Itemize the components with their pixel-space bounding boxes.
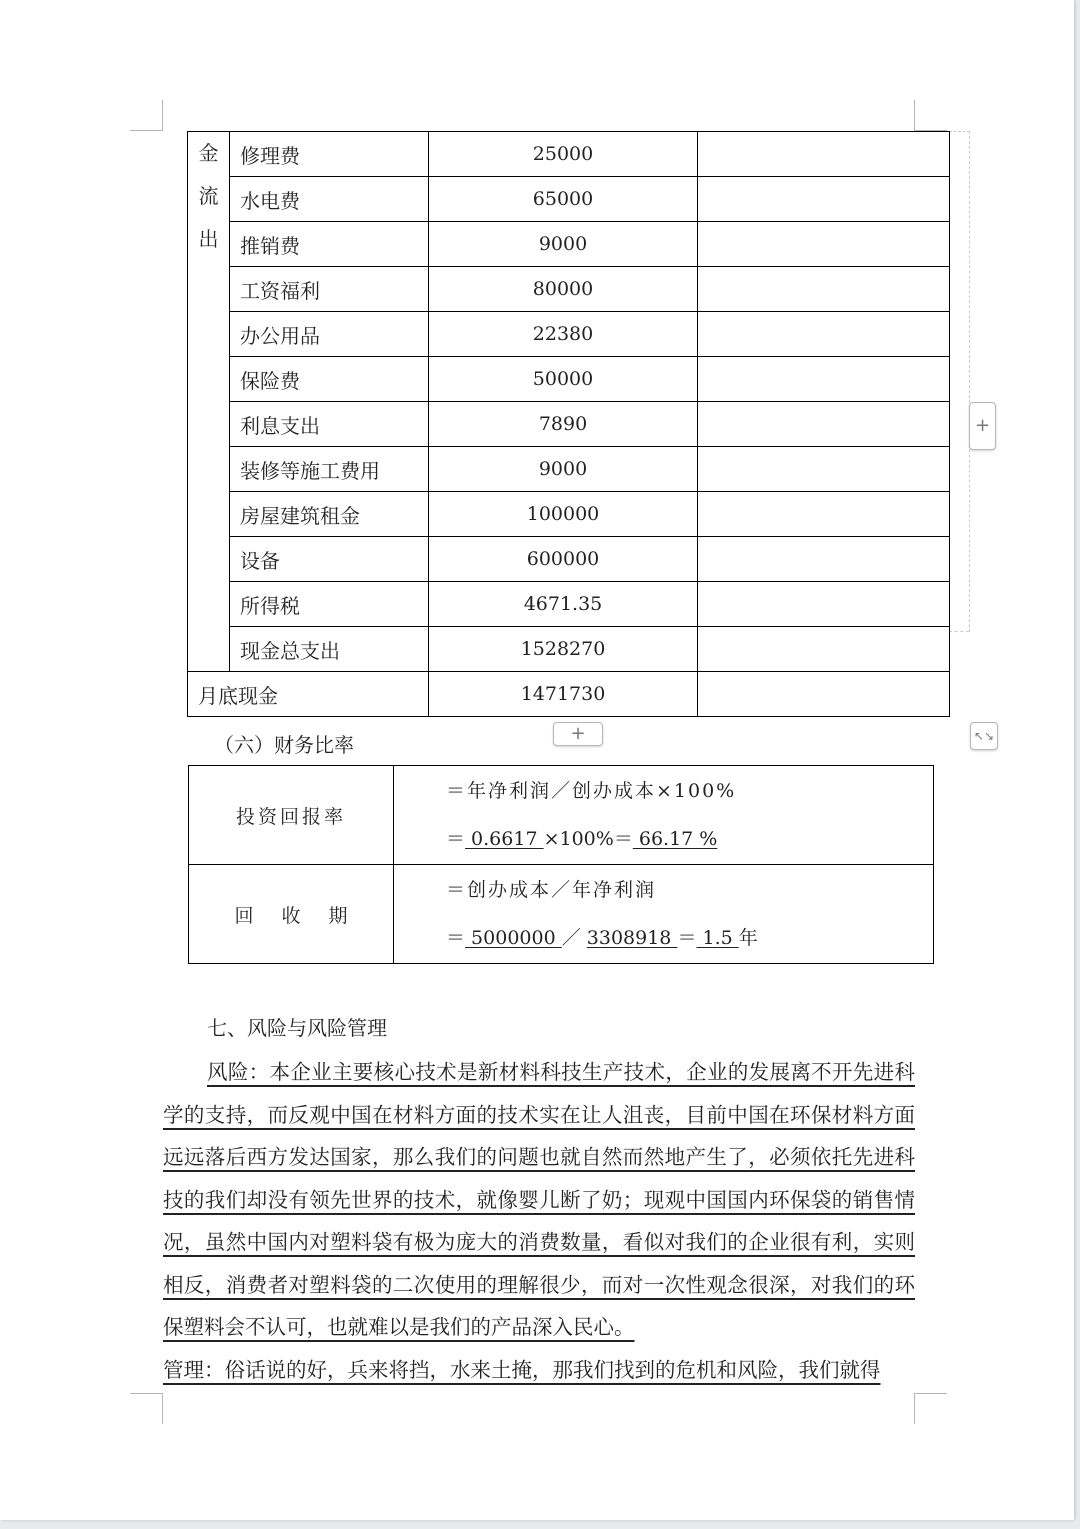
- item-name-cell: 修理费: [230, 132, 429, 177]
- management-paragraph: 管理：俗话说的好，兵来将挡，水来土掩，那我们找到的危机和风险，我们就得: [163, 1357, 881, 1382]
- empty-cell: [698, 492, 950, 537]
- item-name-cell: 水电费: [230, 177, 429, 222]
- resize-arrows-icon: ↖↘: [973, 729, 995, 743]
- roi-label: 投资回报率: [189, 766, 394, 865]
- slash-text: ／: [561, 927, 587, 949]
- item-value-cell: 22380: [429, 312, 698, 357]
- item-value-cell: 100000: [429, 492, 698, 537]
- empty-cell: [698, 627, 950, 672]
- month-end-label: 月底现金: [188, 672, 429, 717]
- crop-mark-bottom-right: [914, 1393, 947, 1424]
- item-value-cell: 600000: [429, 537, 698, 582]
- empty-cell: [698, 582, 950, 627]
- payback-formula: ＝创办成本／年净利润: [446, 879, 657, 901]
- item-value-cell: 50000: [429, 357, 698, 402]
- empty-cell: [698, 132, 950, 177]
- item-value-cell: 9000: [429, 222, 698, 267]
- item-value-cell: 1528270: [429, 627, 698, 672]
- equals-sign: ＝: [677, 927, 697, 949]
- financial-ratio-table: [188, 765, 934, 964]
- item-name-cell: 利息支出: [230, 402, 429, 447]
- item-name-cell: 房屋建筑租金: [230, 492, 429, 537]
- empty-cell: [698, 402, 950, 447]
- table-row: [188, 222, 950, 267]
- payback-formula-cell: [394, 865, 934, 964]
- table-row: [188, 177, 950, 222]
- years-unit: 年: [738, 927, 758, 949]
- payback-calculation: [446, 914, 933, 960]
- roi-formula: ＝年净利润／创办成本×100%: [446, 780, 737, 802]
- times-text: ×100%＝: [543, 828, 633, 850]
- crop-mark-bottom-left: [130, 1393, 163, 1424]
- table-row: [189, 865, 934, 964]
- empty-cell: [698, 312, 950, 357]
- table-row: [188, 312, 950, 357]
- equals-sign: ＝: [446, 927, 466, 949]
- month-end-value: 1471730: [429, 672, 698, 717]
- payback-cost-value: 5000000: [465, 927, 562, 949]
- empty-cell: [698, 537, 950, 582]
- table-row: [188, 357, 950, 402]
- item-name-cell: 保险费: [230, 357, 429, 402]
- item-name-cell: 所得税: [230, 582, 429, 627]
- item-value-cell: 7890: [429, 402, 698, 447]
- table-row: [188, 627, 950, 672]
- table-row: [188, 537, 950, 582]
- table-row: [188, 132, 950, 177]
- item-name-cell: 办公用品: [230, 312, 429, 357]
- empty-cell: [698, 267, 950, 312]
- side-label-char: 金: [198, 141, 219, 165]
- payback-profit-value: 3308918: [586, 927, 678, 949]
- table-row: [188, 402, 950, 447]
- table-row: [188, 267, 950, 312]
- item-name-cell: 推销费: [230, 222, 429, 267]
- side-label-char: 出: [198, 227, 219, 251]
- empty-cell: [698, 177, 950, 222]
- crop-mark-top-right: [914, 100, 947, 131]
- roi-formula-cell: [394, 766, 934, 865]
- side-label-char: 流: [198, 184, 219, 208]
- crop-mark-top-left: [130, 100, 163, 131]
- table-row: [188, 492, 950, 537]
- roi-calculation: [446, 815, 933, 861]
- item-name-cell: 现金总支出: [230, 627, 429, 672]
- item-name-cell: 工资福利: [230, 267, 429, 312]
- item-name-cell: 设备: [230, 537, 429, 582]
- table-row: [189, 766, 934, 865]
- risk-paragraph: 风险：本企业主要核心技术是新材料科技生产技术，企业的发展离不开先进科学的支持，而反观中国在材料方面的技术实在让人沮丧，目前中国在环保材料方面远远落后西方发达国家，那么我们的问题也就自然而然地产生了，必须依托先进科技的我们却没有领先世界的技术，就像婴儿断了奶；现观中国国内环保袋的销售情况，虽然中国内对塑料袋有极为庞大的消费数量，看似对我们的企业很有利，实则相反，消费者对塑料袋的二次使用的理解很少，而对一次性观念很深，对我们的环保塑料会不认可，也就难以是我们的产品深入民心。: [163, 1060, 915, 1339]
- table-row: [188, 582, 950, 627]
- section-6-heading: （六）财务比率: [214, 733, 354, 757]
- payback-label: 回 收 期: [189, 865, 394, 964]
- item-value-cell: 65000: [429, 177, 698, 222]
- plus-icon: +: [570, 723, 586, 744]
- add-column-button[interactable]: [969, 402, 996, 450]
- empty-cell: [698, 357, 950, 402]
- table-selection-guide-lower: [949, 631, 969, 722]
- table-resize-handle[interactable]: [970, 722, 998, 750]
- item-value-cell: 80000: [429, 267, 698, 312]
- table-row: [188, 447, 950, 492]
- item-value-cell: 4671.35: [429, 582, 698, 627]
- add-row-button[interactable]: [553, 722, 603, 746]
- item-value-cell: 25000: [429, 132, 698, 177]
- cash-outflow-table: [187, 131, 950, 717]
- empty-cell: [698, 222, 950, 267]
- empty-cell: [698, 447, 950, 492]
- empty-cell: [698, 672, 950, 717]
- item-value-cell: 9000: [429, 447, 698, 492]
- equals-sign: ＝: [446, 828, 466, 850]
- item-name-cell: 装修等施工费用: [230, 447, 429, 492]
- payback-years-value: 1.5: [696, 927, 739, 949]
- roi-result-value: 66.17 %: [632, 828, 718, 850]
- cash-outflow-side-label: [188, 132, 230, 672]
- risk-body-text: [163, 1051, 915, 1391]
- table-selection-guide: [949, 131, 970, 632]
- plus-icon: +: [974, 415, 991, 436]
- table-row-month-end: [188, 672, 950, 717]
- section-7-heading: 七、风险与风险管理: [207, 1016, 387, 1040]
- roi-ratio-value: 0.6617: [465, 828, 544, 850]
